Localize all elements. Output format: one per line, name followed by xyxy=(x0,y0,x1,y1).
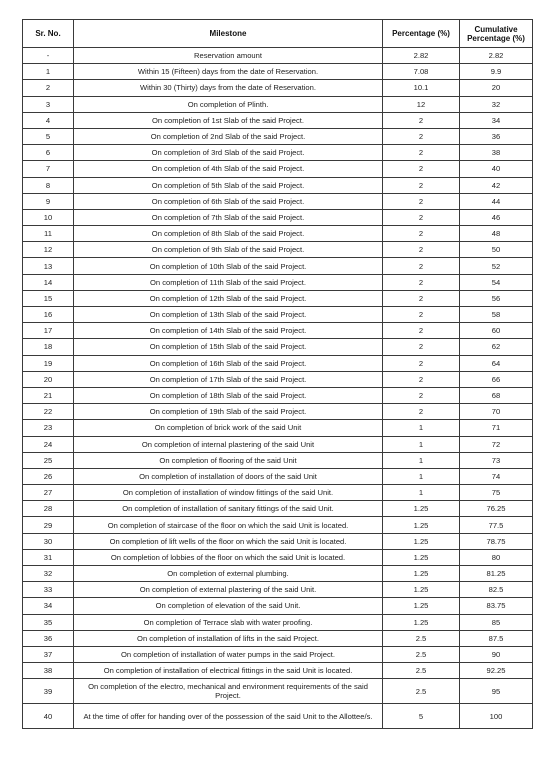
table-row xyxy=(23,226,533,242)
table-row xyxy=(23,404,533,420)
header-sr-no: Sr. No. xyxy=(23,20,74,48)
table-row xyxy=(23,80,533,96)
cell-cumulative-percentage: 52 xyxy=(460,258,533,274)
cell-sr-no: 40 xyxy=(23,704,74,729)
cell-sr-no: 25 xyxy=(23,452,74,468)
cell-milestone: On completion of 19th Slab of the said Project. xyxy=(74,404,383,420)
cell-sr-no: - xyxy=(23,48,74,64)
cell-percentage: 2.82 xyxy=(383,48,460,64)
cell-cumulative-percentage: 71 xyxy=(460,420,533,436)
cell-percentage: 2 xyxy=(383,371,460,387)
cell-sr-no: 4 xyxy=(23,112,74,128)
cell-milestone: On completion of external plastering of the said Unit. xyxy=(74,582,383,598)
cell-cumulative-percentage: 80 xyxy=(460,549,533,565)
cell-cumulative-percentage: 9.9 xyxy=(460,64,533,80)
cell-percentage: 2 xyxy=(383,193,460,209)
cell-sr-no: 17 xyxy=(23,323,74,339)
table-row xyxy=(23,630,533,646)
cell-percentage: 2 xyxy=(383,387,460,403)
cell-milestone: On completion of 11th Slab of the said Project. xyxy=(74,274,383,290)
cell-cumulative-percentage: 83.75 xyxy=(460,598,533,614)
cell-milestone: On completion of 6th Slab of the said Project. xyxy=(74,193,383,209)
cell-milestone: On completion of Terrace slab with water proofing. xyxy=(74,614,383,630)
table-row xyxy=(23,663,533,679)
table-row xyxy=(23,704,533,729)
cell-sr-no: 35 xyxy=(23,614,74,630)
cell-cumulative-percentage: 32 xyxy=(460,96,533,112)
table-row xyxy=(23,64,533,80)
cell-cumulative-percentage: 48 xyxy=(460,226,533,242)
cell-percentage: 2 xyxy=(383,339,460,355)
cell-milestone: On completion of the electro, mechanical and environment requirements of the said Project. xyxy=(74,679,383,704)
cell-cumulative-percentage: 90 xyxy=(460,646,533,662)
cell-sr-no: 5 xyxy=(23,128,74,144)
cell-sr-no: 39 xyxy=(23,679,74,704)
table-row xyxy=(23,598,533,614)
cell-percentage: 2 xyxy=(383,226,460,242)
cell-milestone: On completion of brick work of the said Unit xyxy=(74,420,383,436)
cell-cumulative-percentage: 85 xyxy=(460,614,533,630)
cell-percentage: 1.25 xyxy=(383,533,460,549)
cell-sr-no: 14 xyxy=(23,274,74,290)
cell-percentage: 1 xyxy=(383,420,460,436)
cell-percentage: 1.25 xyxy=(383,566,460,582)
cell-percentage: 2.5 xyxy=(383,663,460,679)
table-row xyxy=(23,646,533,662)
cell-percentage: 10.1 xyxy=(383,80,460,96)
cell-cumulative-percentage: 81.25 xyxy=(460,566,533,582)
cell-cumulative-percentage: 64 xyxy=(460,355,533,371)
cell-milestone: On completion of 14th Slab of the said Project. xyxy=(74,323,383,339)
payment-milestone-table xyxy=(22,19,533,729)
cell-percentage: 2.5 xyxy=(383,646,460,662)
table-row xyxy=(23,501,533,517)
cell-percentage: 5 xyxy=(383,704,460,729)
cell-milestone: On completion of 15th Slab of the said Project. xyxy=(74,339,383,355)
cell-percentage: 2 xyxy=(383,290,460,306)
cell-sr-no: 24 xyxy=(23,436,74,452)
table-row xyxy=(23,614,533,630)
cell-sr-no: 13 xyxy=(23,258,74,274)
cell-cumulative-percentage: 62 xyxy=(460,339,533,355)
cell-percentage: 2 xyxy=(383,404,460,420)
cell-milestone: On completion of 16th Slab of the said Project. xyxy=(74,355,383,371)
cell-milestone: On completion of internal plastering of the said Unit xyxy=(74,436,383,452)
cell-cumulative-percentage: 54 xyxy=(460,274,533,290)
table-row xyxy=(23,468,533,484)
cell-cumulative-percentage: 78.75 xyxy=(460,533,533,549)
cell-percentage: 2 xyxy=(383,242,460,258)
cell-percentage: 1.25 xyxy=(383,582,460,598)
table-row xyxy=(23,177,533,193)
cell-milestone: On completion of 10th Slab of the said Project. xyxy=(74,258,383,274)
table-row xyxy=(23,452,533,468)
cell-milestone: On completion of 13th Slab of the said Project. xyxy=(74,307,383,323)
cell-sr-no: 19 xyxy=(23,355,74,371)
cell-milestone: On completion of 8th Slab of the said Project. xyxy=(74,226,383,242)
cell-sr-no: 26 xyxy=(23,468,74,484)
cell-sr-no: 28 xyxy=(23,501,74,517)
cell-sr-no: 38 xyxy=(23,663,74,679)
cell-milestone: On completion of 1st Slab of the said Project. xyxy=(74,112,383,128)
cell-cumulative-percentage: 68 xyxy=(460,387,533,403)
cell-cumulative-percentage: 46 xyxy=(460,209,533,225)
cell-milestone: On completion of lobbies of the floor on which the said Unit is located. xyxy=(74,549,383,565)
table-row xyxy=(23,161,533,177)
cell-cumulative-percentage: 44 xyxy=(460,193,533,209)
table-row xyxy=(23,112,533,128)
cell-percentage: 2 xyxy=(383,112,460,128)
table-row xyxy=(23,566,533,582)
table-row xyxy=(23,307,533,323)
cell-percentage: 2 xyxy=(383,161,460,177)
cell-cumulative-percentage: 58 xyxy=(460,307,533,323)
cell-cumulative-percentage: 87.5 xyxy=(460,630,533,646)
table-row xyxy=(23,48,533,64)
cell-milestone: On completion of 17th Slab of the said Project. xyxy=(74,371,383,387)
table-row xyxy=(23,355,533,371)
cell-sr-no: 33 xyxy=(23,582,74,598)
cell-milestone: On completion of 5th Slab of the said Project. xyxy=(74,177,383,193)
cell-sr-no: 36 xyxy=(23,630,74,646)
table-row xyxy=(23,371,533,387)
cell-percentage: 12 xyxy=(383,96,460,112)
header-milestone: Milestone xyxy=(74,20,383,48)
table-row xyxy=(23,549,533,565)
cell-milestone: On completion of 12th Slab of the said Project. xyxy=(74,290,383,306)
cell-cumulative-percentage: 2.82 xyxy=(460,48,533,64)
cell-sr-no: 6 xyxy=(23,145,74,161)
cell-sr-no: 32 xyxy=(23,566,74,582)
cell-percentage: 1.25 xyxy=(383,501,460,517)
cell-percentage: 2 xyxy=(383,145,460,161)
cell-milestone: On completion of installation of window fittings of the said Unit. xyxy=(74,485,383,501)
cell-milestone: Reservation amount xyxy=(74,48,383,64)
cell-percentage: 2 xyxy=(383,323,460,339)
cell-sr-no: 9 xyxy=(23,193,74,209)
cell-percentage: 1.25 xyxy=(383,614,460,630)
cell-cumulative-percentage: 34 xyxy=(460,112,533,128)
cell-percentage: 1 xyxy=(383,452,460,468)
table-row xyxy=(23,242,533,258)
cell-sr-no: 3 xyxy=(23,96,74,112)
cell-cumulative-percentage: 82.5 xyxy=(460,582,533,598)
cell-sr-no: 22 xyxy=(23,404,74,420)
cell-cumulative-percentage: 42 xyxy=(460,177,533,193)
cell-milestone: On completion of lift wells of the floor on which the said Unit is located. xyxy=(74,533,383,549)
cell-sr-no: 8 xyxy=(23,177,74,193)
cell-percentage: 7.08 xyxy=(383,64,460,80)
cell-sr-no: 21 xyxy=(23,387,74,403)
table-row xyxy=(23,290,533,306)
cell-percentage: 1.25 xyxy=(383,598,460,614)
cell-cumulative-percentage: 70 xyxy=(460,404,533,420)
cell-percentage: 1 xyxy=(383,468,460,484)
table-row xyxy=(23,679,533,704)
cell-sr-no: 20 xyxy=(23,371,74,387)
cell-percentage: 2 xyxy=(383,128,460,144)
cell-sr-no: 12 xyxy=(23,242,74,258)
cell-sr-no: 1 xyxy=(23,64,74,80)
cell-cumulative-percentage: 95 xyxy=(460,679,533,704)
cell-percentage: 2 xyxy=(383,209,460,225)
cell-sr-no: 10 xyxy=(23,209,74,225)
cell-milestone: On completion of staircase of the floor on which the said Unit is located. xyxy=(74,517,383,533)
table-row xyxy=(23,323,533,339)
cell-sr-no: 37 xyxy=(23,646,74,662)
cell-percentage: 2 xyxy=(383,177,460,193)
cell-percentage: 1.25 xyxy=(383,549,460,565)
header-cumulative-percentage: Cumulative Percentage (%) xyxy=(460,20,533,48)
cell-percentage: 2 xyxy=(383,307,460,323)
cell-milestone: On completion of installation of electrical fittings in the said Unit is located. xyxy=(74,663,383,679)
cell-percentage: 2.5 xyxy=(383,679,460,704)
cell-cumulative-percentage: 56 xyxy=(460,290,533,306)
table-row xyxy=(23,145,533,161)
table-row xyxy=(23,517,533,533)
cell-sr-no: 15 xyxy=(23,290,74,306)
table-row xyxy=(23,420,533,436)
cell-sr-no: 16 xyxy=(23,307,74,323)
table-row xyxy=(23,339,533,355)
cell-cumulative-percentage: 76.25 xyxy=(460,501,533,517)
table-row xyxy=(23,485,533,501)
cell-sr-no: 31 xyxy=(23,549,74,565)
cell-percentage: 1 xyxy=(383,485,460,501)
cell-sr-no: 2 xyxy=(23,80,74,96)
table-row xyxy=(23,533,533,549)
cell-cumulative-percentage: 66 xyxy=(460,371,533,387)
cell-sr-no: 34 xyxy=(23,598,74,614)
cell-sr-no: 7 xyxy=(23,161,74,177)
cell-milestone: On completion of 3rd Slab of the said Project. xyxy=(74,145,383,161)
table-row xyxy=(23,209,533,225)
cell-milestone: On completion of flooring of the said Unit xyxy=(74,452,383,468)
cell-milestone: Within 15 (Fifteen) days from the date of Reservation. xyxy=(74,64,383,80)
cell-sr-no: 30 xyxy=(23,533,74,549)
cell-milestone: At the time of offer for handing over of the possession of the said Unit to the Allottee/s. xyxy=(74,704,383,729)
cell-milestone: On completion of Plinth. xyxy=(74,96,383,112)
table-row xyxy=(23,193,533,209)
cell-cumulative-percentage: 74 xyxy=(460,468,533,484)
cell-cumulative-percentage: 75 xyxy=(460,485,533,501)
cell-cumulative-percentage: 50 xyxy=(460,242,533,258)
cell-cumulative-percentage: 36 xyxy=(460,128,533,144)
table-row xyxy=(23,274,533,290)
cell-cumulative-percentage: 38 xyxy=(460,145,533,161)
cell-milestone: On completion of 7th Slab of the said Project. xyxy=(74,209,383,225)
cell-milestone: On completion of 18th Slab of the said Project. xyxy=(74,387,383,403)
cell-milestone: On completion of 9th Slab of the said Project. xyxy=(74,242,383,258)
table-row xyxy=(23,128,533,144)
cell-milestone: On completion of installation of sanitary fittings of the said Unit. xyxy=(74,501,383,517)
cell-milestone: Within 30 (Thirty) days from the date of Reservation. xyxy=(74,80,383,96)
cell-sr-no: 18 xyxy=(23,339,74,355)
cell-cumulative-percentage: 77.5 xyxy=(460,517,533,533)
cell-cumulative-percentage: 72 xyxy=(460,436,533,452)
cell-milestone: On completion of 4th Slab of the said Project. xyxy=(74,161,383,177)
table-row xyxy=(23,387,533,403)
table-row xyxy=(23,582,533,598)
cell-percentage: 1 xyxy=(383,436,460,452)
cell-sr-no: 27 xyxy=(23,485,74,501)
cell-percentage: 2 xyxy=(383,355,460,371)
cell-percentage: 1.25 xyxy=(383,517,460,533)
cell-percentage: 2 xyxy=(383,258,460,274)
cell-milestone: On completion of elevation of the said Unit. xyxy=(74,598,383,614)
cell-cumulative-percentage: 92.25 xyxy=(460,663,533,679)
cell-percentage: 2 xyxy=(383,274,460,290)
table-row xyxy=(23,96,533,112)
cell-milestone: On completion of installation of water pumps in the said Project. xyxy=(74,646,383,662)
payment-schedule-sheet xyxy=(22,19,532,729)
cell-milestone: On completion of installation of lifts in the said Project. xyxy=(74,630,383,646)
cell-sr-no: 11 xyxy=(23,226,74,242)
cell-sr-no: 23 xyxy=(23,420,74,436)
cell-percentage: 2.5 xyxy=(383,630,460,646)
table-header-row xyxy=(23,20,533,48)
cell-cumulative-percentage: 100 xyxy=(460,704,533,729)
table-row xyxy=(23,436,533,452)
cell-milestone: On completion of external plumbing. xyxy=(74,566,383,582)
header-percentage: Percentage (%) xyxy=(383,20,460,48)
cell-cumulative-percentage: 60 xyxy=(460,323,533,339)
cell-milestone: On completion of 2nd Slab of the said Project. xyxy=(74,128,383,144)
cell-milestone: On completion of installation of doors of the said Unit xyxy=(74,468,383,484)
cell-sr-no: 29 xyxy=(23,517,74,533)
table-body xyxy=(23,48,533,729)
cell-cumulative-percentage: 73 xyxy=(460,452,533,468)
cell-cumulative-percentage: 20 xyxy=(460,80,533,96)
table-row xyxy=(23,258,533,274)
cell-cumulative-percentage: 40 xyxy=(460,161,533,177)
